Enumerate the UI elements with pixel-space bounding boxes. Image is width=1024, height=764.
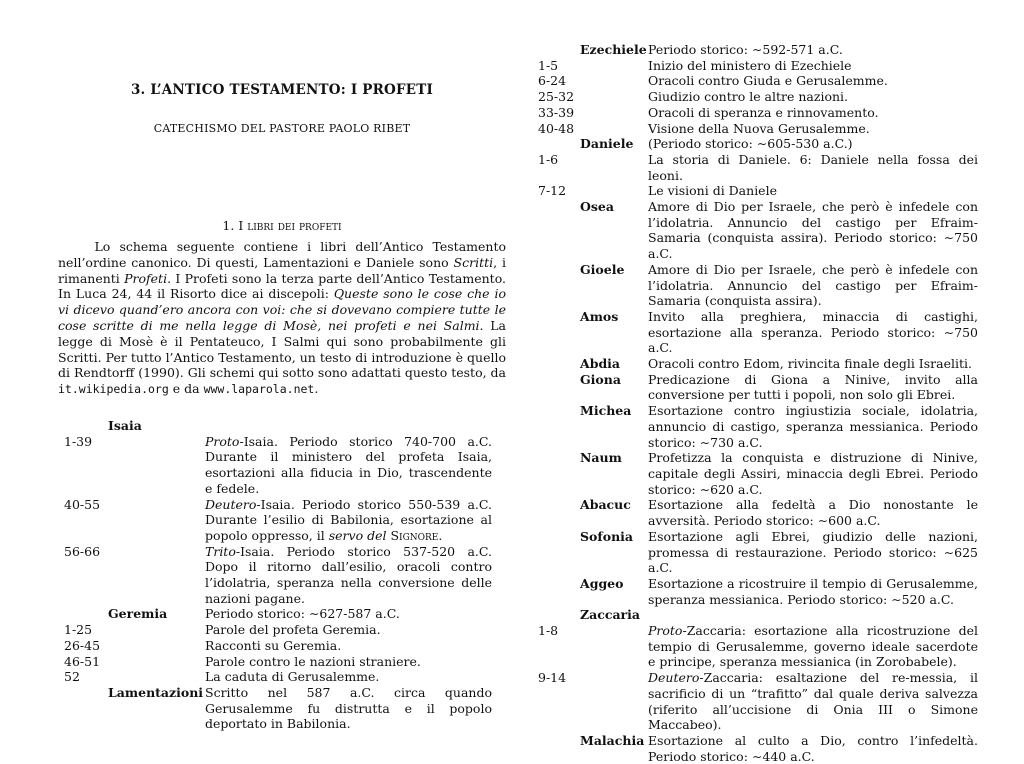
table-row <box>538 42 978 58</box>
table-row <box>538 89 978 105</box>
book-name: Abacuc <box>580 497 631 513</box>
table-row <box>538 450 978 497</box>
row-text-body: -Zaccaria: esaltazione del re-messia, il sacrificio di un “trafitto” dal quale deriva salvezza (riferito all’uccisione di Onia III o Simone Maccabeo). <box>648 670 978 733</box>
row-text: Inizio del ministero di Ezechiele <box>648 57 852 73</box>
intro-text-6: . <box>314 381 319 397</box>
row-text: Profetizza la conquista e distruzione di Ninive, capitale degli Assiri, minaccia degli Ebrei. Periodo storico: ∼620 a.C. <box>648 450 978 497</box>
row-text: Parole del profeta Geremia. <box>205 622 381 638</box>
table-row <box>64 669 492 685</box>
chapter-ref: 33-39 <box>538 104 575 120</box>
table-row <box>538 183 978 199</box>
intro-text-5: e da <box>168 381 204 397</box>
table-row <box>538 121 978 137</box>
table-row <box>538 372 978 403</box>
row-text <box>205 544 492 607</box>
row-text <box>205 497 492 544</box>
book-name: Osea <box>580 199 614 215</box>
chapter-ref: 25-32 <box>538 89 575 105</box>
chapter-ref: 52 <box>64 669 80 685</box>
row-text: Le visioni di Daniele <box>648 183 777 199</box>
row-text <box>648 623 978 670</box>
row-text: Amore di Dio per Israele, che però è infedele con l’idolatria. Annuncio del castigo per Efraim-Samaria (conquista assira). <box>648 261 978 309</box>
chapter-ref: 40-55 <box>64 496 101 512</box>
table-row <box>538 58 978 74</box>
book-name: Geremia <box>108 606 168 622</box>
intro-scritti: Scritti <box>453 254 494 270</box>
row-text <box>205 434 492 497</box>
table-row <box>64 638 492 654</box>
left-books-table <box>64 418 492 732</box>
row-text: Oracoli contro Edom, rivincita finale degli Israeliti. <box>648 356 972 372</box>
table-row <box>64 622 492 638</box>
book-name: Gioele <box>580 261 625 277</box>
book-name: Michea <box>580 403 632 419</box>
table-row <box>538 607 978 623</box>
section-heading <box>58 218 506 233</box>
row-text: Giudizio contro le altre nazioni. <box>648 89 849 105</box>
page-title: 3. L’ANTICO TESTAMENTO: I PROFETI <box>130 82 434 98</box>
chapter-ref: 1-39 <box>64 433 93 449</box>
right-books-table <box>538 42 978 764</box>
page-subtitle: CATECHISMO DEL PASTORE PAOLO RIBET <box>153 122 411 135</box>
row-text-em: Deutero <box>648 670 700 686</box>
table-row <box>538 576 978 607</box>
link-laparola[interactable]: www.laparola.net <box>203 382 315 397</box>
table-row <box>64 544 492 607</box>
book-name: Lamentazioni <box>108 684 204 700</box>
table-row <box>538 670 978 733</box>
book-name: Giona <box>580 371 621 387</box>
row-text: Predicazione di Giona a Ninive, invito alla conversione per tutti i popoli, non solo gli Ebrei. <box>648 371 978 403</box>
book-name: Isaia <box>108 418 142 433</box>
intro-paragraph <box>58 239 506 398</box>
table-row <box>64 418 492 434</box>
intro-quote: Queste sono le cose che io vi dicevo quand’ero ancora con voi: che si dovevano compiere tutte le cose scritte di me nella legge di Mosè, nei profeti e nei Salmi <box>58 286 506 333</box>
row-text-end: . <box>438 527 443 543</box>
row-text: Scritto nel 587 a.C. circa quando Gerusalemme fu distrutta e il popolo deportato in Babilonia. <box>205 684 492 732</box>
book-name: Daniele <box>580 136 634 152</box>
table-row <box>64 434 492 497</box>
table-row <box>64 606 492 622</box>
section-name: I libri dei profeti <box>238 218 342 233</box>
chapter-ref: 6-24 <box>538 73 567 89</box>
table-row <box>538 497 978 528</box>
row-text: Esortazione agli Ebrei, giudizio delle nazioni, promessa di restaurazione. Periodo storico: ∼625 a.C. <box>648 528 978 576</box>
chapter-ref: 1-8 <box>538 623 559 639</box>
row-text: Invito alla preghiera, minaccia di castighi, esortazione alla speranza. Periodo storico: ∼750 a.C. <box>648 308 978 356</box>
row-text: La storia di Daniele. 6: Daniele nella fossa dei leoni. <box>648 151 978 183</box>
intro-text-4: . La legge di Mosè è il Pentateuco, I Salmi qui sono probabilmente gli Scritti. Per tutto l’Antico Testamento, un testo di introduzione è quello di Rendtorff (1990). Gli schemi qui sotto sono adattati questo testo, da <box>58 317 506 381</box>
intro-text-3: . I Profeti sono la terza parte dell’Antico Testamento. In Luca 24, 44 il Risorto dice ai discepoli: <box>58 270 506 302</box>
intro-profeti: Profeti <box>124 270 168 286</box>
intro-text-1: Lo schema seguente contiene i libri dell’Antico Testamento nell’ordine canonico. Di questi, Lamentazioni e Daniele sono <box>58 239 506 270</box>
row-text: La caduta di Gerusalemme. <box>205 669 380 685</box>
chapter-ref: 1-5 <box>538 57 559 73</box>
section-number: 1. <box>222 218 235 233</box>
row-text: Visione della Nuova Gerusalemme. <box>648 120 870 136</box>
table-row <box>538 199 978 262</box>
chapter-ref: 56-66 <box>64 543 101 559</box>
chapter-ref: 9-14 <box>538 670 567 686</box>
book-name: Sofonia <box>580 528 634 544</box>
table-row <box>538 733 978 764</box>
book-period: Periodo storico: ∼592-571 a.C. <box>648 42 843 57</box>
table-row <box>538 356 978 372</box>
row-text <box>648 670 978 733</box>
book-period: Periodo storico: ∼627-587 a.C. <box>205 606 400 622</box>
row-text-body: -Isaia. Periodo storico 537-520 a.C. Dopo il ritorno dall’esilio, oracoli contro l’idolatria, speranza nella conversione delle nazioni pagane. <box>205 543 492 606</box>
row-text: Racconti su Geremia. <box>205 637 342 653</box>
table-row <box>538 262 978 309</box>
row-text: Esortazione a ricostruire il tempio di Gerusalemme, speranza messianica. Periodo storico: ∼520 a.C. <box>648 575 978 607</box>
chapter-ref: 46-51 <box>64 653 101 669</box>
row-text-em: Proto <box>205 433 240 449</box>
row-text: Esortazione al culto a Dio, contro l’infedeltà. Periodo storico: ∼440 a.C. <box>648 732 978 764</box>
row-text: Oracoli di speranza e rinnovamento. <box>648 104 879 120</box>
row-text-em: Deutero <box>205 496 257 512</box>
book-name: Aggeo <box>580 575 624 591</box>
table-row <box>538 623 978 670</box>
table-row <box>538 136 978 152</box>
row-text: Oracoli contro Giuda e Gerusalemme. <box>648 73 888 89</box>
table-row <box>64 497 492 544</box>
row-text: Amore di Dio per Israele, che però è infedele con l’idolatria. Annuncio del castigo per Efraim-Samaria (conquista assira). Periodo storico: ∼750 a.C. <box>648 199 978 262</box>
row-text-body: -Isaia. Periodo storico 550-539 a.C. Durante l’esilio di Babilonia, esortazione al popolo oppresso, il <box>205 496 492 543</box>
book-name: Amos <box>580 308 619 324</box>
row-text: Esortazione alla fedeltà a Dio nonostante le avversità. Periodo storico: ∼600 a.C. <box>648 497 978 529</box>
table-row <box>538 403 978 450</box>
book-name: Ezechiele <box>580 42 647 57</box>
row-text-body: -Isaia. Periodo storico 740-700 a.C. Durante il ministero del profeta Isaia, esortazioni alla fiducia in Dio, trascendente e fedele. <box>205 433 492 496</box>
chapter-ref: 1-6 <box>538 151 559 167</box>
table-row <box>538 309 978 356</box>
table-row <box>538 73 978 89</box>
chapter-ref: 7-12 <box>538 183 567 199</box>
row-text: Esortazione contro ingiustizia sociale, idolatria, annuncio di castigo, speranza messianica. Periodo storico: ∼730 a.C. <box>648 403 978 450</box>
row-text-em: servo del <box>328 527 387 543</box>
chapter-ref: 26-45 <box>64 637 101 653</box>
row-text-em: Trito <box>205 543 236 559</box>
chapter-ref: 40-48 <box>538 120 575 136</box>
book-name: Zaccaria <box>580 607 640 623</box>
row-text-body: -Zaccaria: esortazione alla ricostruzione del tempio di Gerusalemme, governo ideale sacerdote e principe, speranza messianica (in Zorobabele). <box>648 623 978 670</box>
link-wikipedia[interactable]: it.wikipedia.org <box>58 382 169 397</box>
table-row <box>538 529 978 576</box>
table-row <box>64 654 492 670</box>
row-text-em: Proto <box>648 623 683 639</box>
book-name: Naum <box>580 450 622 466</box>
book-name: Abdia <box>580 356 621 372</box>
row-text-smallcaps: Signore <box>390 527 439 543</box>
table-row <box>538 152 978 183</box>
intro-text-2: , i rimanenti <box>58 254 506 286</box>
row-text: Parole contro le nazioni straniere. <box>205 653 421 669</box>
chapter-ref: 1-25 <box>64 622 93 638</box>
book-period: (Periodo storico: ∼605-530 a.C.) <box>648 136 853 152</box>
table-row <box>538 105 978 121</box>
book-name: Malachia <box>580 732 645 748</box>
